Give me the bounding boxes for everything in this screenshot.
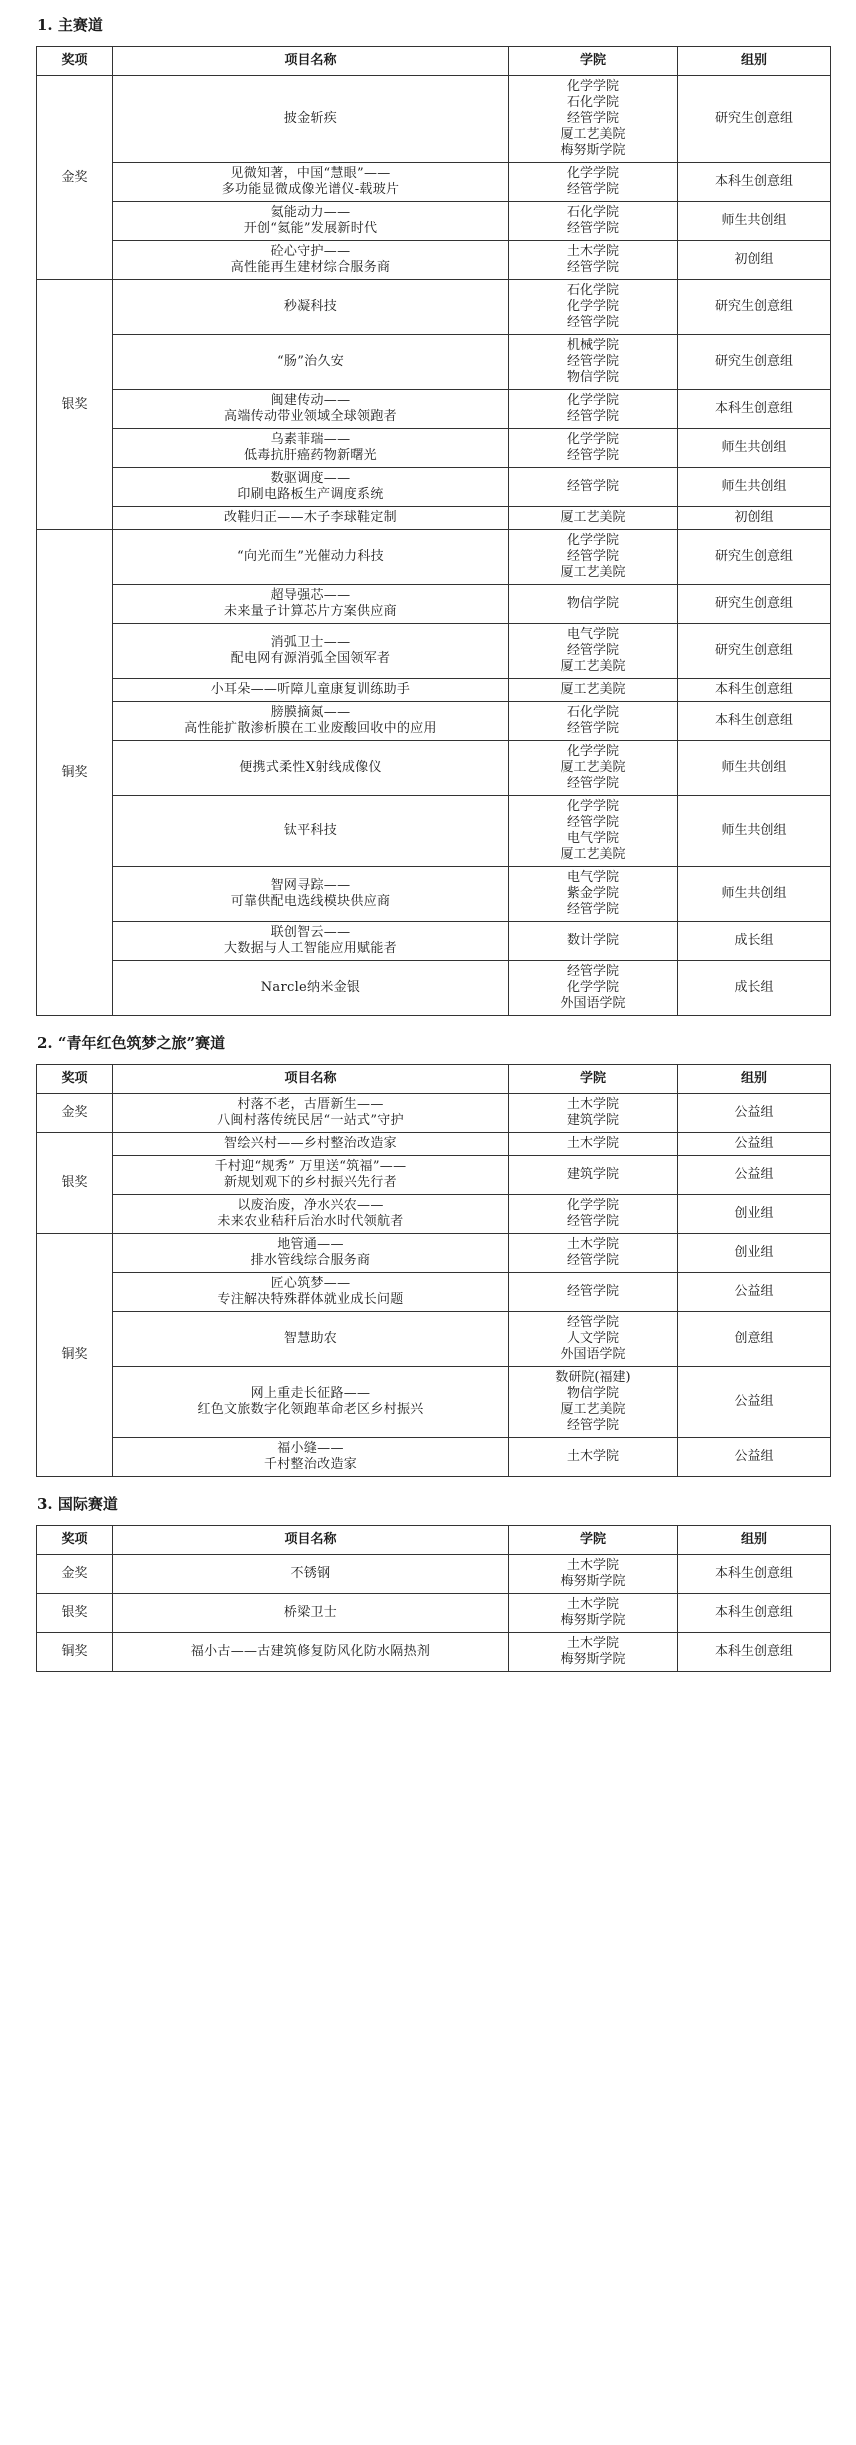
college-name: 石化学院 (566, 95, 619, 110)
group-name: 公益组 (678, 1156, 831, 1195)
project-name: 桥梁卫士 (113, 1594, 509, 1633)
table-row (37, 1594, 831, 1633)
project-name: 披金斩疾 (113, 76, 509, 163)
header-row (37, 1065, 831, 1094)
table-row (37, 1438, 831, 1477)
project-name: “肠”治久安 (113, 335, 509, 390)
college-name: 土木学院 (566, 1449, 619, 1464)
college-name: 经管学院 (566, 1315, 619, 1330)
award-level: 金奖 (37, 76, 113, 280)
college-name: 经管学院 (566, 776, 619, 791)
award-level: 铜奖 (37, 1234, 113, 1477)
college-name: 化学学院 (566, 299, 619, 314)
project-name: 氦能动力—— 开创“氦能”发展新时代 (113, 202, 509, 241)
group-name: 师生共创组 (678, 429, 831, 468)
project-name: 联创智云—— 大数据与人工智能应用赋能者 (113, 922, 509, 961)
college-list (509, 163, 678, 202)
project-name: 匠心筑梦—— 专注解决特殊群体就业成长问题 (113, 1273, 509, 1312)
group-name: 成长组 (678, 961, 831, 1016)
college-name: 数计学院 (566, 933, 619, 948)
project-name: 见微知著，中国“慧眼”—— 多功能显微成像光谱仪-载玻片 (113, 163, 509, 202)
college-list (509, 867, 678, 922)
college-list (509, 679, 678, 702)
table-row (37, 280, 831, 335)
project-name: 福小缝—— 千村整治改造家 (113, 1438, 509, 1477)
group-name: 公益组 (678, 1273, 831, 1312)
header-project: 项目名称 (113, 1065, 509, 1094)
college-name: 化学学院 (566, 79, 619, 94)
college-list (509, 1273, 678, 1312)
section-title: 1. 主赛道 (37, 16, 103, 34)
college-name: 化学学院 (566, 166, 619, 181)
group-name: 研究生创意组 (678, 76, 831, 163)
college-name: 经管学院 (566, 354, 619, 369)
group-name: 师生共创组 (678, 468, 831, 507)
table-row (37, 585, 831, 624)
group-name: 公益组 (678, 1094, 831, 1133)
college-name: 建筑学院 (566, 1113, 619, 1128)
college-name: 化学学院 (566, 744, 619, 759)
college-name: 经管学院 (566, 815, 619, 830)
header-college: 学院 (509, 1526, 678, 1555)
college-name: 经管学院 (566, 409, 619, 424)
college-list (509, 1594, 678, 1633)
college-list (509, 585, 678, 624)
group-name: 创意组 (678, 1312, 831, 1367)
header-group: 组别 (678, 47, 831, 76)
group-name: 师生共创组 (678, 796, 831, 867)
project-name: 千村迎“规秀” 万里送“筑福”—— 新规划观下的乡村振兴先行者 (113, 1156, 509, 1195)
award-level: 金奖 (37, 1555, 113, 1594)
college-name: 建筑学院 (566, 1167, 619, 1182)
college-list (509, 702, 678, 741)
table-row (37, 335, 831, 390)
table-row (37, 1273, 831, 1312)
college-list (509, 1094, 678, 1133)
table-row (37, 624, 831, 679)
college-name: 厦工艺美院 (560, 127, 626, 142)
college-list (509, 429, 678, 468)
group-name: 师生共创组 (678, 867, 831, 922)
college-list (509, 922, 678, 961)
college-name: 经管学院 (566, 1418, 619, 1433)
table-row (37, 1312, 831, 1367)
group-name: 公益组 (678, 1367, 831, 1438)
college-name: 经管学院 (566, 721, 619, 736)
college-list (509, 1438, 678, 1477)
group-name: 本科生创意组 (678, 1633, 831, 1672)
project-name: 钛平科技 (113, 796, 509, 867)
college-name: 物信学院 (566, 370, 619, 385)
group-name: 本科生创意组 (678, 679, 831, 702)
header-award: 奖项 (37, 1065, 113, 1094)
project-name: 以废治废，净水兴农—— 未来农业秸秆后治水时代领航者 (113, 1195, 509, 1234)
award-level: 铜奖 (37, 1633, 113, 1672)
table-row (37, 163, 831, 202)
project-name: 小耳朵——听障儿童康复训练助手 (113, 679, 509, 702)
college-list (509, 796, 678, 867)
award-level: 铜奖 (37, 530, 113, 1016)
group-name: 本科生创意组 (678, 1594, 831, 1633)
project-name: 智网寻踪—— 可靠供配电选线模块供应商 (113, 867, 509, 922)
college-list (509, 1367, 678, 1438)
college-list (509, 1156, 678, 1195)
table-row (37, 741, 831, 796)
college-name: 机械学院 (566, 338, 619, 353)
table-row (37, 1234, 831, 1273)
group-name: 初创组 (678, 507, 831, 530)
project-name: 乌素菲瑞—— 低毒抗肝癌药物新曙光 (113, 429, 509, 468)
project-name: 秒凝科技 (113, 280, 509, 335)
college-name: 经管学院 (566, 964, 619, 979)
college-name: 经管学院 (566, 182, 619, 197)
project-name: 村落不老，古厝新生—— 八闽村落传统民居“一站式”守护 (113, 1094, 509, 1133)
college-name: 外国语学院 (560, 996, 626, 1011)
college-list (509, 76, 678, 163)
college-name: 梅努斯学院 (560, 143, 626, 158)
college-name: 厦工艺美院 (560, 682, 626, 697)
college-name: 经管学院 (566, 260, 619, 275)
project-name: 数驱调度—— 印刷电路板生产调度系统 (113, 468, 509, 507)
table-row (37, 530, 831, 585)
group-name: 本科生创意组 (678, 702, 831, 741)
college-name: 经管学院 (566, 1284, 619, 1299)
college-name: 化学学院 (566, 393, 619, 408)
college-name: 紫金学院 (566, 886, 619, 901)
college-name: 经管学院 (566, 643, 619, 658)
college-name: 经管学院 (566, 549, 619, 564)
college-name: 土木学院 (566, 1558, 619, 1573)
group-name: 研究生创意组 (678, 335, 831, 390)
college-name: 土木学院 (566, 1597, 619, 1612)
college-name: 梅努斯学院 (560, 1613, 626, 1628)
award-level: 金奖 (37, 1094, 113, 1133)
group-name: 师生共创组 (678, 741, 831, 796)
table-row (37, 1133, 831, 1156)
college-name: 厦工艺美院 (560, 847, 626, 862)
group-name: 创业组 (678, 1195, 831, 1234)
college-name: 厦工艺美院 (560, 659, 626, 674)
college-name: 石化学院 (566, 705, 619, 720)
group-name: 本科生创意组 (678, 1555, 831, 1594)
project-name: 改鞋归正——木子李球鞋定制 (113, 507, 509, 530)
group-name: 研究生创意组 (678, 624, 831, 679)
college-name: 物信学院 (566, 596, 619, 611)
project-name: 网上重走长征路—— 红色文旅数字化领跑革命老区乡村振兴 (113, 1367, 509, 1438)
group-name: 公益组 (678, 1438, 831, 1477)
college-name: 经管学院 (566, 479, 619, 494)
award-table (36, 1525, 831, 1672)
group-name: 研究生创意组 (678, 280, 831, 335)
table-row (37, 1555, 831, 1594)
college-name: 土木学院 (566, 1237, 619, 1252)
table-row (37, 796, 831, 867)
college-name: 厦工艺美院 (560, 565, 626, 580)
project-name: “向光而生”光催动力科技 (113, 530, 509, 585)
college-name: 电气学院 (566, 831, 619, 846)
college-list (509, 1312, 678, 1367)
group-name: 研究生创意组 (678, 530, 831, 585)
table-row (37, 1195, 831, 1234)
college-name: 经管学院 (566, 902, 619, 917)
college-list (509, 280, 678, 335)
project-name: 消弧卫士—— 配电网有源消弧全国领军者 (113, 624, 509, 679)
college-list (509, 1195, 678, 1234)
college-list (509, 1133, 678, 1156)
college-list (509, 390, 678, 429)
college-name: 经管学院 (566, 221, 619, 236)
award-level: 银奖 (37, 1594, 113, 1633)
header-college: 学院 (509, 1065, 678, 1094)
project-name: 福小古——古建筑修复防风化防水隔热剂 (113, 1633, 509, 1672)
table-row (37, 679, 831, 702)
project-name: Narcle纳米金银 (113, 961, 509, 1016)
college-list (509, 507, 678, 530)
table-row (37, 1633, 831, 1672)
table-row (37, 922, 831, 961)
college-name: 电气学院 (566, 870, 619, 885)
college-list (509, 1633, 678, 1672)
group-name: 初创组 (678, 241, 831, 280)
college-list (509, 202, 678, 241)
college-name: 土木学院 (566, 1136, 619, 1151)
college-name: 厦工艺美院 (560, 1402, 626, 1417)
college-name: 电气学院 (566, 627, 619, 642)
college-name: 梅努斯学院 (560, 1574, 626, 1589)
project-name: 超导强芯—— 未来量子计算芯片方案供应商 (113, 585, 509, 624)
college-name: 石化学院 (566, 283, 619, 298)
college-name: 化学学院 (566, 533, 619, 548)
college-name: 人文学院 (566, 1331, 619, 1346)
college-list (509, 468, 678, 507)
section-title: 3. 国际赛道 (37, 1495, 118, 1513)
college-name: 化学学院 (566, 432, 619, 447)
college-name: 数研院(福建) (555, 1370, 631, 1385)
table-row (37, 202, 831, 241)
award-sections (0, 14, 856, 1672)
table-row (37, 468, 831, 507)
college-name: 经管学院 (566, 448, 619, 463)
college-name: 石化学院 (566, 205, 619, 220)
table-row (37, 241, 831, 280)
college-name: 化学学院 (566, 1198, 619, 1213)
header-group: 组别 (678, 1526, 831, 1555)
college-name: 厦工艺美院 (560, 760, 626, 775)
table-row (37, 507, 831, 530)
award-table (36, 1064, 831, 1477)
college-name: 外国语学院 (560, 1347, 626, 1362)
award-table (36, 46, 831, 1016)
project-name: 智慧助农 (113, 1312, 509, 1367)
section-title: 2. “青年红色筑梦之旅”赛道 (37, 1034, 226, 1052)
header-row (37, 47, 831, 76)
project-name: 闽建传动—— 高端传动带业领域全球领跑者 (113, 390, 509, 429)
college-name: 化学学院 (566, 799, 619, 814)
group-name: 公益组 (678, 1133, 831, 1156)
project-name: 地管通—— 排水管线综合服务商 (113, 1234, 509, 1273)
table-row (37, 390, 831, 429)
college-name: 土木学院 (566, 244, 619, 259)
header-project: 项目名称 (113, 1526, 509, 1555)
college-list (509, 741, 678, 796)
header-college: 学院 (509, 47, 678, 76)
college-list (509, 961, 678, 1016)
group-name: 本科生创意组 (678, 163, 831, 202)
college-name: 土木学院 (566, 1636, 619, 1651)
college-name: 化学学院 (566, 980, 619, 995)
college-name: 物信学院 (566, 1386, 619, 1401)
college-list (509, 1555, 678, 1594)
project-name: 便携式柔性X射线成像仪 (113, 741, 509, 796)
college-name: 经管学院 (566, 1214, 619, 1229)
group-name: 本科生创意组 (678, 390, 831, 429)
group-name: 研究生创意组 (678, 585, 831, 624)
college-list (509, 335, 678, 390)
group-name: 成长组 (678, 922, 831, 961)
project-name: 膀膜摘氮—— 高性能扩散渗析膜在工业废酸回收中的应用 (113, 702, 509, 741)
group-name: 创业组 (678, 1234, 831, 1273)
college-list (509, 1234, 678, 1273)
header-project: 项目名称 (113, 47, 509, 76)
table-row (37, 1094, 831, 1133)
college-name: 厦工艺美院 (560, 510, 626, 525)
college-name: 经管学院 (566, 111, 619, 126)
table-row (37, 76, 831, 163)
college-name: 梅努斯学院 (560, 1652, 626, 1667)
table-row (37, 1156, 831, 1195)
college-list (509, 530, 678, 585)
college-list (509, 241, 678, 280)
college-list (509, 624, 678, 679)
header-award: 奖项 (37, 1526, 113, 1555)
college-name: 经管学院 (566, 315, 619, 330)
group-name: 师生共创组 (678, 202, 831, 241)
project-name: 智绘兴村——乡村整治改造家 (113, 1133, 509, 1156)
header-group: 组别 (678, 1065, 831, 1094)
award-level: 银奖 (37, 280, 113, 530)
header-row (37, 1526, 831, 1555)
table-row (37, 702, 831, 741)
award-level: 银奖 (37, 1133, 113, 1234)
project-name: 砼心守护—— 高性能再生建材综合服务商 (113, 241, 509, 280)
table-row (37, 867, 831, 922)
college-name: 经管学院 (566, 1253, 619, 1268)
table-row (37, 429, 831, 468)
college-name: 土木学院 (566, 1097, 619, 1112)
table-row (37, 961, 831, 1016)
header-award: 奖项 (37, 47, 113, 76)
table-row (37, 1367, 831, 1438)
project-name: 不锈钢 (113, 1555, 509, 1594)
